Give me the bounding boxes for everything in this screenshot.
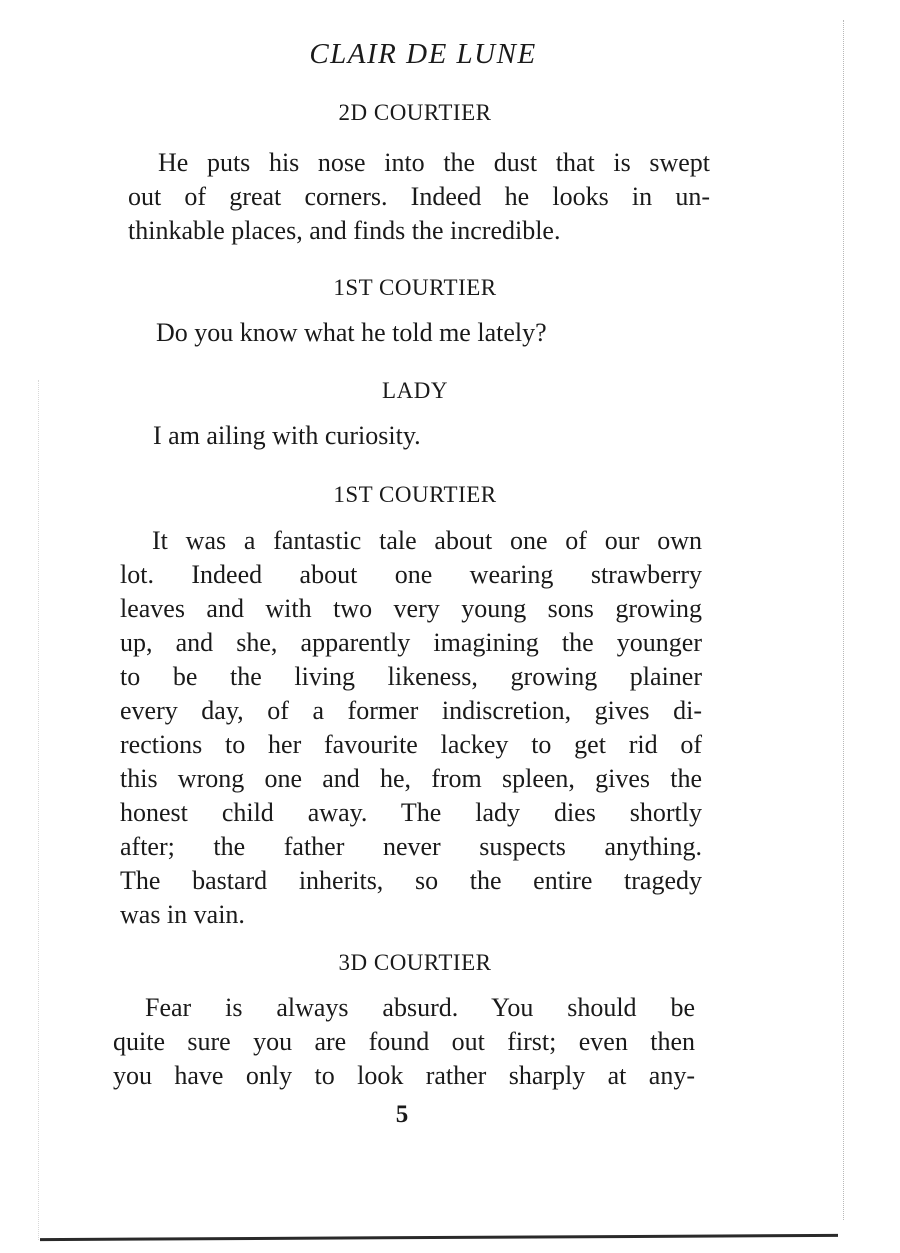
speech-line: lot. Indeed about one wearing strawberry xyxy=(120,560,702,589)
speaker-heading: 2D COURTIER xyxy=(338,100,492,125)
speech-line: quite sure you are found out first; even then xyxy=(113,1027,695,1056)
speech-line: The bastard inherits, so the entire tragedy xyxy=(120,866,702,895)
bottom-rule xyxy=(40,1234,838,1241)
speech-line: rections to her favourite lackey to get rid of xyxy=(120,730,702,759)
speech-line: after; the father never suspects anything. xyxy=(120,832,702,861)
speech-line: was in vain. xyxy=(120,900,245,929)
speech-line: I am ailing with curiosity. xyxy=(153,421,421,450)
speech-line: thinkable places, and finds the incredible. xyxy=(128,216,561,245)
speech-line: this wrong one and he, from spleen, gives the xyxy=(120,764,702,793)
speech-line: Do you know what he told me lately? xyxy=(156,318,547,347)
speech-line: He puts his nose into the dust that is swept xyxy=(158,148,710,177)
speech-paragraph xyxy=(153,419,653,453)
speech-line: you have only to look rather sharply at any- xyxy=(113,1061,695,1090)
speech-paragraph xyxy=(128,146,710,248)
speech-line: honest child away. The lady dies shortly xyxy=(120,798,702,827)
speech-line: Fear is always absurd. You should be xyxy=(145,993,695,1022)
speech-line: to be the living likeness, growing plainer xyxy=(120,662,702,691)
page-number: 5 xyxy=(395,1101,409,1128)
page-edge-speckle xyxy=(841,20,844,1220)
speech-line: up, and she, apparently imagining the younger xyxy=(120,628,702,657)
speech-line: leaves and with two very young sons growing xyxy=(120,594,702,623)
speech-line: out of great corners. Indeed he looks in un- xyxy=(128,182,710,211)
speech-paragraph xyxy=(156,316,656,350)
speech-line: every day, of a former indiscretion, gives di- xyxy=(120,696,702,725)
speaker-heading: 1ST COURTIER xyxy=(333,482,497,507)
speaker-heading: 1ST COURTIER xyxy=(333,275,497,300)
speech-line: It was a fantastic tale about one of our own xyxy=(152,526,702,555)
speech-paragraph xyxy=(120,524,702,932)
speech-paragraph xyxy=(113,991,695,1093)
running-head: CLAIR DE LUNE xyxy=(309,38,537,70)
speaker-heading: 3D COURTIER xyxy=(338,950,492,975)
speaker-heading: LADY xyxy=(382,378,448,403)
